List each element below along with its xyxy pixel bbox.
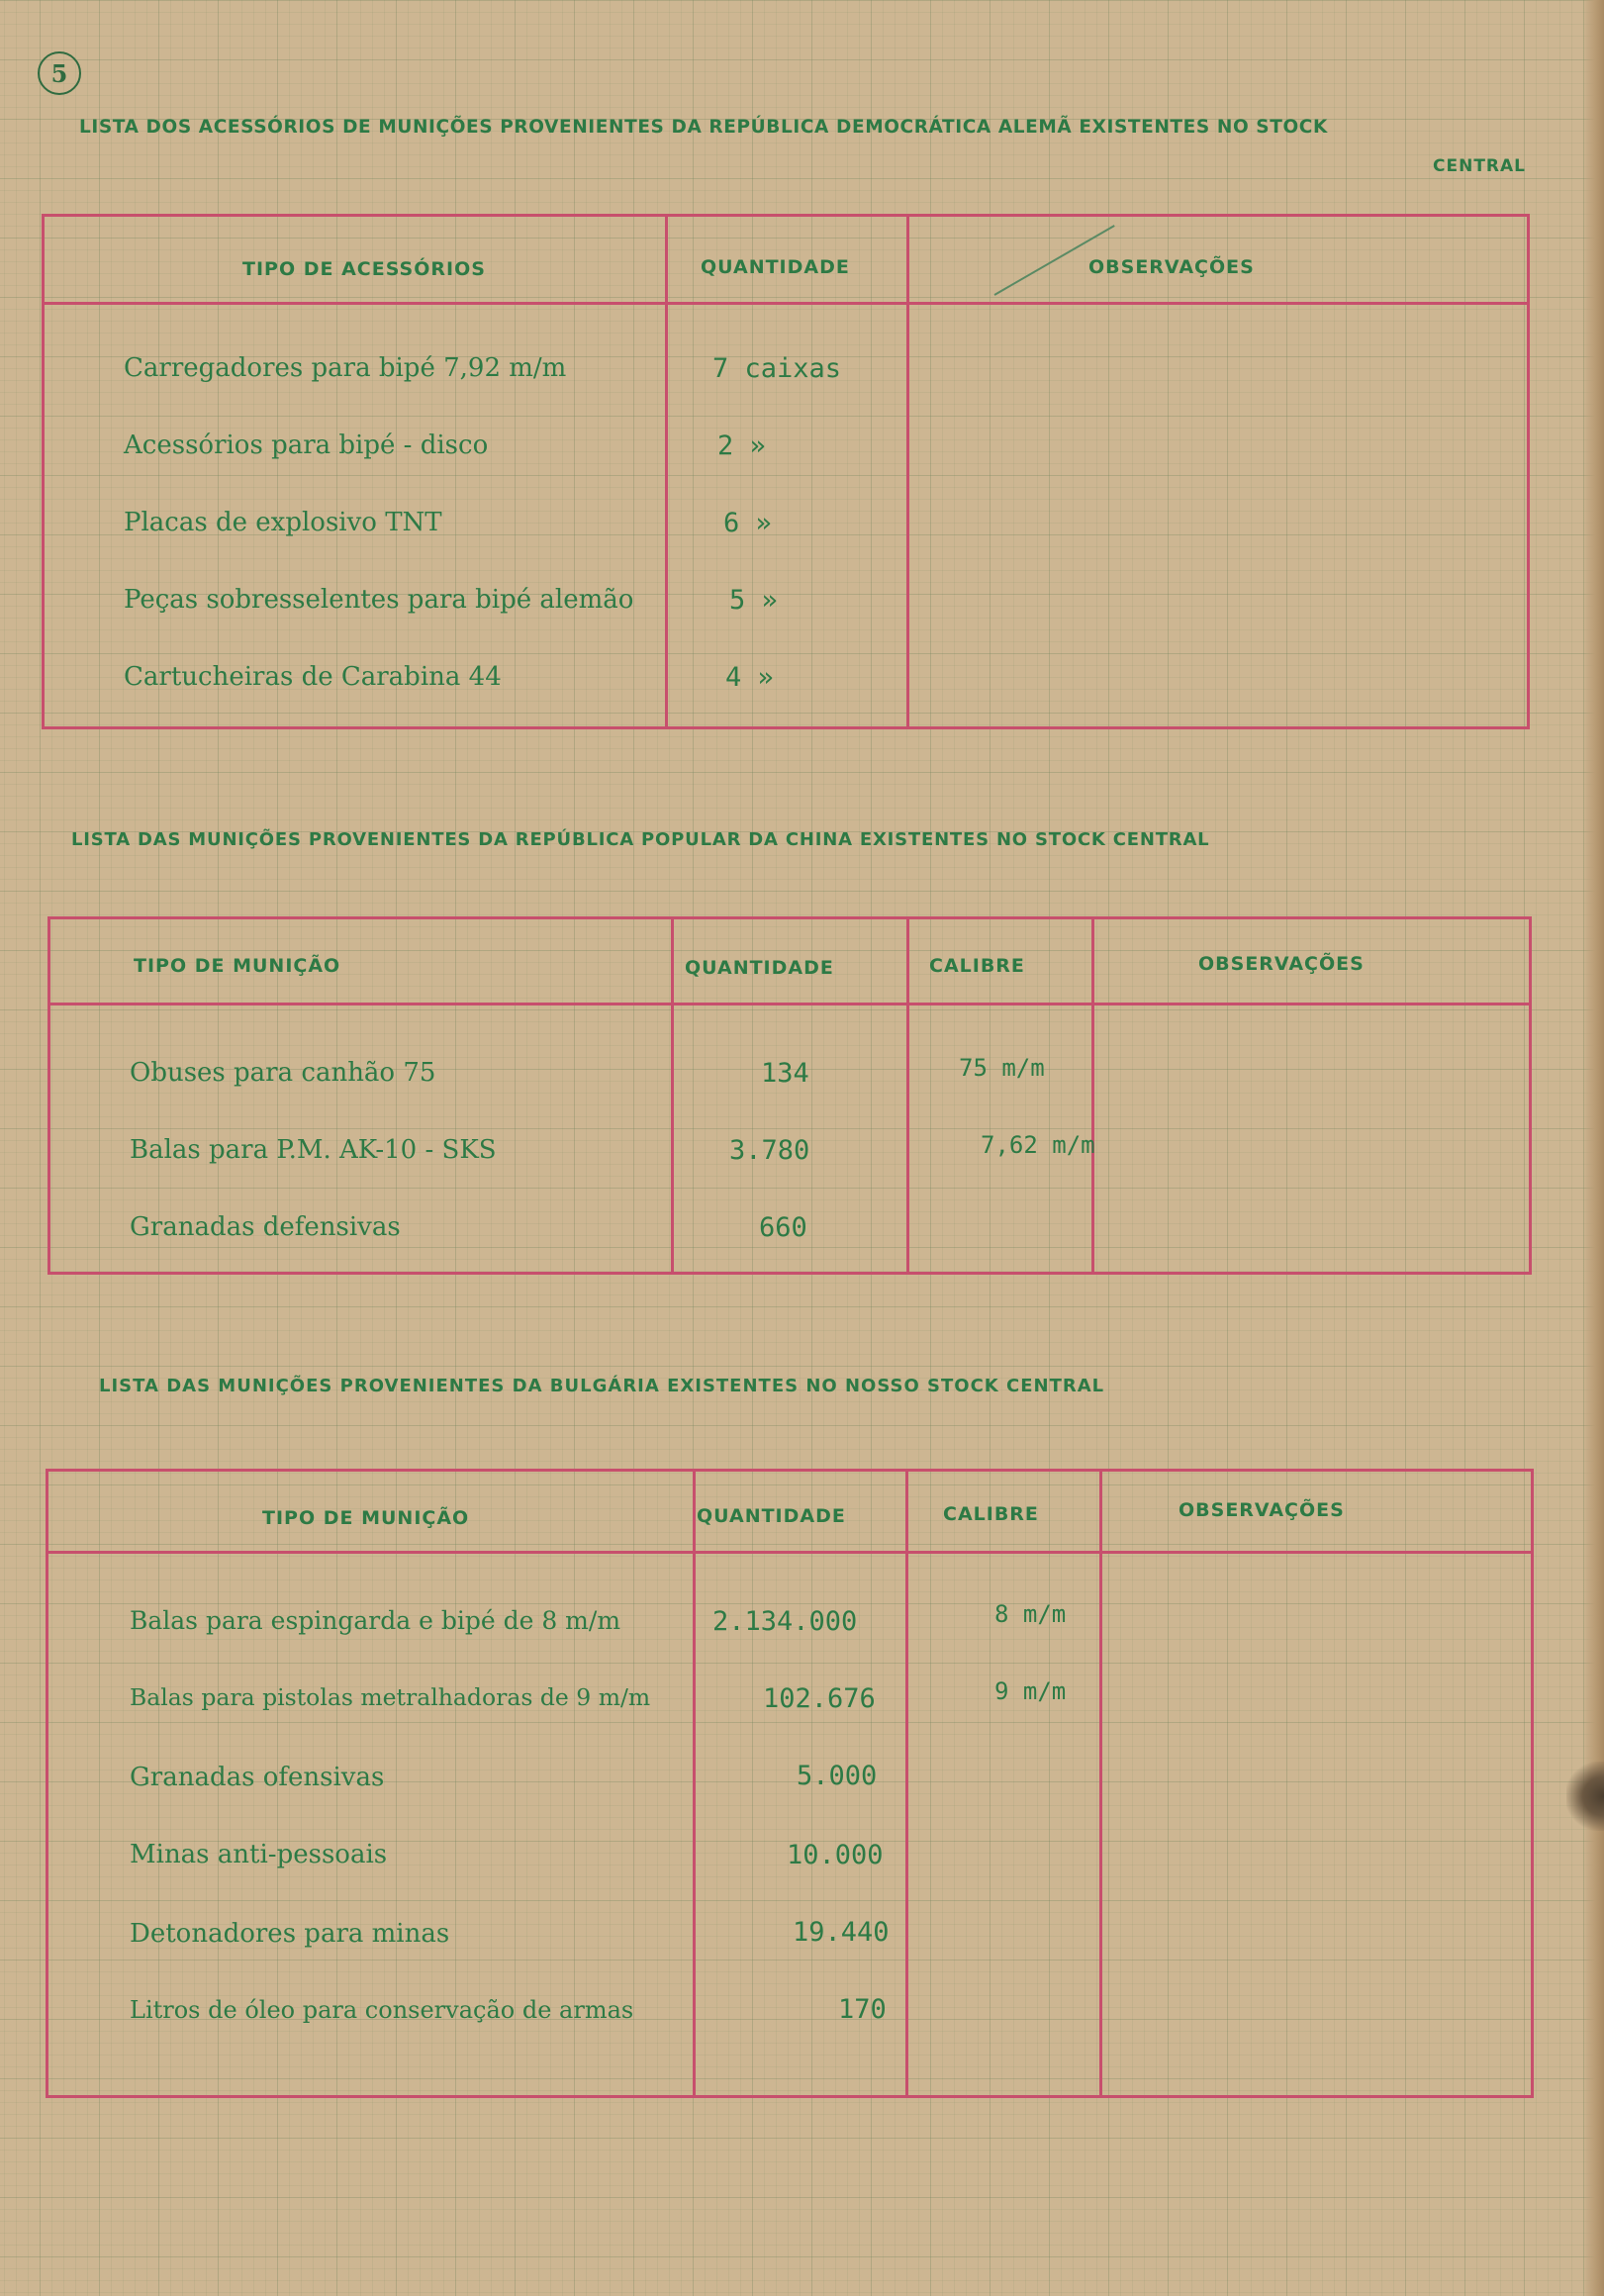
table-row-calibre: 9 m/m bbox=[994, 1677, 1067, 1705]
header-tipo-de-municao: TIPO DE MUNIÇÃO bbox=[134, 955, 341, 977]
header-calibre: CALIBRE bbox=[943, 1503, 1039, 1525]
table-divider bbox=[905, 1472, 908, 2095]
table-row-quantidade: 2 » bbox=[717, 430, 766, 461]
header-observacoes: OBSERVAÇÕES bbox=[1088, 256, 1255, 278]
table-row-tipo: Placas de explosivo TNT bbox=[124, 508, 442, 537]
table-divider bbox=[665, 217, 668, 726]
table-divider bbox=[693, 1472, 696, 2095]
table-row-quantidade: 3.780 bbox=[729, 1135, 810, 1166]
table-row-tipo: Granadas ofensivas bbox=[130, 1763, 385, 1792]
section-2-table bbox=[47, 916, 1532, 1275]
table-row-calibre: 7,62 m/m bbox=[981, 1131, 1095, 1159]
table-row-quantidade: 6 » bbox=[723, 508, 772, 538]
table-row-tipo: Carregadores para bipé 7,92 m/m bbox=[124, 353, 567, 383]
section-3-table bbox=[46, 1469, 1534, 2098]
table-divider bbox=[906, 217, 909, 726]
table-row-calibre: 75 m/m bbox=[959, 1054, 1045, 1082]
paper-stain bbox=[1566, 1762, 1604, 1831]
header-quantidade: QUANTIDADE bbox=[701, 256, 850, 278]
table-row-tipo: Balas para P.M. AK-10 - SKS bbox=[130, 1135, 497, 1165]
table-divider bbox=[671, 919, 674, 1272]
table-row-tipo: Peças sobresselentes para bipé alemão bbox=[124, 585, 634, 615]
header-observacoes: OBSERVAÇÕES bbox=[1198, 953, 1365, 975]
table-row-tipo: Obuses para canhão 75 bbox=[130, 1058, 436, 1088]
table-divider bbox=[1091, 919, 1094, 1272]
section-1-title-continuation: CENTRAL bbox=[1433, 156, 1526, 176]
table-row-tipo: Granadas defensivas bbox=[130, 1212, 401, 1242]
table-row-calibre: 8 m/m bbox=[994, 1600, 1067, 1628]
table-row-tipo: Balas para pistolas metralhadoras de 9 m/m bbox=[130, 1683, 651, 1711]
table-divider bbox=[906, 919, 909, 1272]
table-row-tipo: Litros de óleo para conservação de armas bbox=[130, 1996, 634, 2024]
paper-right-edge bbox=[1582, 0, 1604, 2296]
table-row-quantidade: 660 bbox=[759, 1212, 807, 1243]
table-row-quantidade: 4 » bbox=[725, 662, 774, 693]
section-1-title: LISTA DOS ACESSÓRIOS DE MUNIÇÕES PROVENIENTES DA REPÚBLICA DEMOCRÁTICA ALEMÃ EXISTENTES NO STOCK bbox=[79, 117, 1328, 138]
table-row-quantidade: 7 caixas bbox=[712, 353, 842, 384]
table-header-divider bbox=[48, 1551, 1531, 1554]
table-row-quantidade: 10.000 bbox=[787, 1840, 884, 1870]
table-row-quantidade: 19.440 bbox=[793, 1917, 890, 1948]
table-row-tipo: Acessórios para bipé - disco bbox=[124, 430, 489, 460]
table-header-divider bbox=[45, 302, 1527, 305]
table-divider bbox=[1099, 1472, 1102, 2095]
table-row-tipo: Minas anti-pessoais bbox=[130, 1840, 388, 1869]
table-row-tipo: Detonadores para minas bbox=[130, 1919, 450, 1949]
table-row-quantidade: 2.134.000 bbox=[712, 1606, 858, 1637]
section-2-title: LISTA DAS MUNIÇÕES PROVENIENTES DA REPÚBLICA POPULAR DA CHINA EXISTENTES NO STOCK CENTRAL bbox=[71, 829, 1210, 850]
section-1-table bbox=[42, 214, 1530, 729]
table-row-quantidade: 102.676 bbox=[763, 1683, 876, 1714]
header-quantidade: QUANTIDADE bbox=[697, 1505, 846, 1527]
table-header-divider bbox=[50, 1003, 1529, 1005]
table-row-quantidade: 134 bbox=[761, 1058, 809, 1089]
header-observacoes: OBSERVAÇÕES bbox=[1179, 1499, 1345, 1521]
header-calibre: CALIBRE bbox=[929, 955, 1025, 977]
section-3-title: LISTA DAS MUNIÇÕES PROVENIENTES DA BULGÁRIA EXISTENTES NO NOSSO STOCK CENTRAL bbox=[99, 1376, 1105, 1396]
table-row-tipo: Balas para espingarda e bipé de 8 m/m bbox=[130, 1606, 621, 1635]
table-row-quantidade: 170 bbox=[838, 1994, 887, 2025]
table-row-quantidade: 5 » bbox=[729, 585, 778, 616]
table-row-tipo: Cartucheiras de Carabina 44 bbox=[124, 662, 502, 692]
table-row-quantidade: 5.000 bbox=[797, 1761, 878, 1791]
page-number: 5 bbox=[38, 51, 81, 95]
header-quantidade: QUANTIDADE bbox=[685, 957, 834, 979]
header-tipo-de-acessorios: TIPO DE ACESSÓRIOS bbox=[242, 258, 486, 280]
header-tipo-de-municao: TIPO DE MUNIÇÃO bbox=[262, 1507, 470, 1529]
